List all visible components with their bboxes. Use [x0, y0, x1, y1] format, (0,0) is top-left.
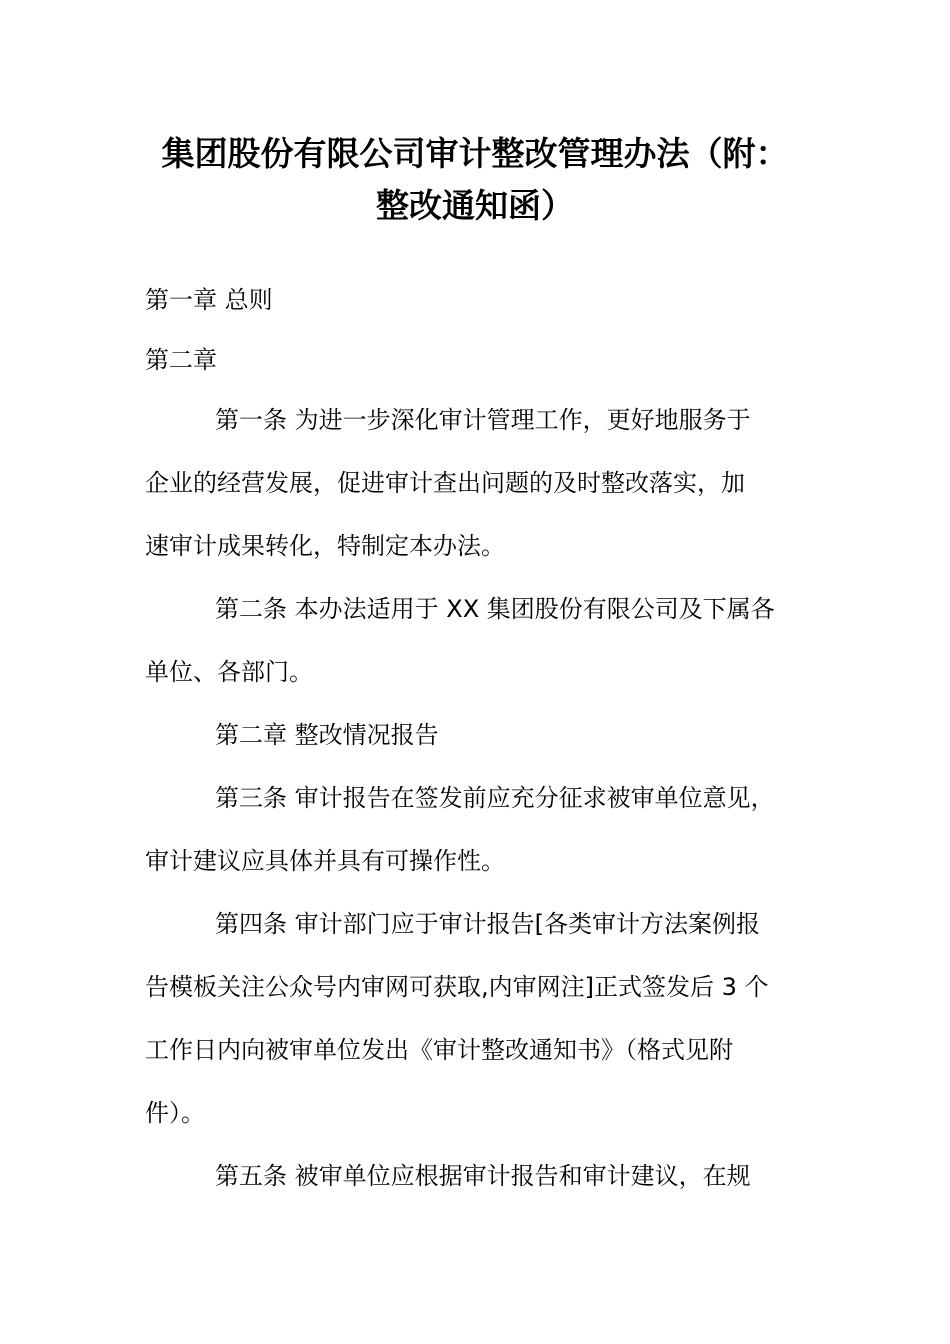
article-line: 速审计成果转化，特制定本办法。	[145, 532, 505, 560]
article-line: 单位、各部门。	[145, 658, 313, 686]
document-body	[145, 280, 835, 1219]
title-line-2: 整改通知函）	[376, 186, 574, 225]
article-line: 工作日内向被审单位发出《审计整改通知书》（格式见附	[145, 1036, 733, 1064]
article-line: 件）。	[145, 1099, 205, 1127]
article-line: 审计建议应具体并具有可操作性。	[145, 847, 505, 875]
article-line: 第四条 审计部门应于审计报告[各类审计方法案例报	[215, 910, 760, 938]
article-line: 第一条 为进一步深化审计管理工作，更好地服务于	[215, 406, 751, 434]
article-line: 第五条 被审单位应根据审计报告和审计建议，在规	[215, 1162, 751, 1190]
chapter-heading: 第一章 总则	[145, 286, 273, 314]
chapter-heading: 第二章 整改情况报告	[215, 721, 439, 749]
document-title	[120, 128, 830, 232]
article-line: 第二条 本办法适用于 XX 集团股份有限公司及下属各	[215, 595, 775, 623]
title-line-1: 集团股份有限公司审计整改管理办法（附：	[161, 134, 789, 173]
article-line: 告模板关注公众号内审网可获取,内审网注]正式签发后 3 个	[145, 973, 769, 1001]
article-line: 第三条 审计报告在签发前应充分征求被审单位意见，	[215, 784, 775, 812]
chapter-heading: 第二章	[145, 346, 217, 374]
article-line: 企业的经营发展，促进审计查出问题的及时整改落实，加	[145, 469, 745, 497]
